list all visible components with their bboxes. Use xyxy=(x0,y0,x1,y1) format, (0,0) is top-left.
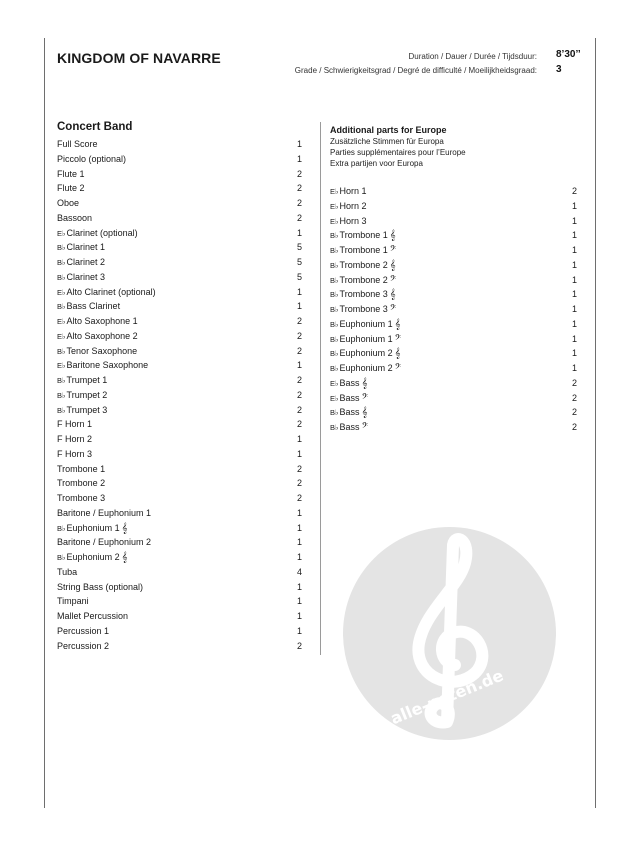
part-name: Bass xyxy=(339,422,360,432)
treble-clef-icon: 𝄞 xyxy=(389,230,396,242)
part-key: E♭ xyxy=(330,216,339,226)
part-row xyxy=(330,405,577,420)
part-row xyxy=(330,199,577,214)
part-name: Euphonium 2 xyxy=(339,348,393,359)
part-quantity: 1 xyxy=(296,611,302,621)
part-row xyxy=(57,535,302,550)
part-name: String Bass (optional) xyxy=(57,581,144,592)
part-row xyxy=(330,302,577,317)
part-row xyxy=(57,639,302,654)
part-quantity: 1 xyxy=(571,333,577,344)
part-quantity: 1 xyxy=(296,448,302,459)
treble-clef-icon: 𝄞 xyxy=(394,318,401,330)
part-key: B♭ xyxy=(330,319,339,329)
part-row xyxy=(330,317,577,332)
part-name: Euphonium 2 xyxy=(339,363,393,373)
part-quantity: 5 xyxy=(296,257,302,267)
part-key: B♭ xyxy=(330,408,339,418)
part-quantity: 1 xyxy=(571,289,577,300)
part-row xyxy=(57,491,302,506)
part-row xyxy=(330,420,577,435)
part-row xyxy=(57,417,302,432)
part-row xyxy=(57,373,302,388)
part-name: Trombone 2 xyxy=(57,478,106,489)
part-row xyxy=(330,332,577,347)
part-row xyxy=(57,521,302,536)
treble-clef-icon: 𝄞 xyxy=(394,348,401,360)
part-name: Timpani xyxy=(57,596,89,607)
part-quantity: 1 xyxy=(296,434,302,444)
part-name: Trombone 1 xyxy=(57,463,106,474)
bass-clef-icon: 𝄢 xyxy=(361,392,368,404)
part-quantity: 1 xyxy=(296,596,302,607)
part-row xyxy=(57,388,302,403)
part-name: Baritone Saxophone xyxy=(66,360,149,371)
part-quantity: 2 xyxy=(571,407,577,418)
part-row xyxy=(330,273,577,288)
part-row xyxy=(57,358,302,373)
part-quantity: 5 xyxy=(296,271,302,282)
part-quantity: 1 xyxy=(571,304,577,314)
treble-clef-icon: 𝄞 xyxy=(361,407,368,419)
part-name: Bassoon xyxy=(57,212,93,223)
part-quantity: 2 xyxy=(571,377,577,388)
part-key: B♭ xyxy=(57,405,66,415)
watermark-text: alle-noten.de xyxy=(387,665,507,729)
part-quantity: 1 xyxy=(571,348,577,359)
part-quantity: 1 xyxy=(571,363,577,373)
part-name: Oboe xyxy=(57,198,80,208)
part-quantity: 2 xyxy=(571,186,577,196)
part-quantity: 2 xyxy=(296,463,302,474)
part-row xyxy=(330,243,577,258)
part-row xyxy=(57,167,302,182)
part-name: Horn 1 xyxy=(339,186,367,196)
part-row xyxy=(57,211,302,226)
part-key: B♭ xyxy=(57,390,66,400)
part-quantity: 1 xyxy=(296,227,302,238)
part-quantity: 2 xyxy=(296,198,302,208)
part-key: B♭ xyxy=(57,346,66,356)
part-row xyxy=(330,361,577,376)
part-name: F Horn 3 xyxy=(57,448,93,459)
part-quantity: 2 xyxy=(296,345,302,356)
part-name: Horn 3 xyxy=(339,215,367,226)
part-name: Alto Clarinet (optional) xyxy=(66,286,156,297)
treble-clef-icon: 𝄞 xyxy=(389,259,396,271)
part-row xyxy=(57,137,302,152)
part-key: E♭ xyxy=(330,378,339,388)
part-row xyxy=(330,391,577,406)
part-name: Clarinet 2 xyxy=(66,257,106,267)
europe-heading: Additional parts for Europe xyxy=(330,125,447,135)
part-key: E♭ xyxy=(57,361,66,371)
part-name: Bass xyxy=(339,407,360,418)
bass-clef-icon: 𝄢 xyxy=(389,274,397,286)
part-row xyxy=(57,506,302,521)
part-name: Flute 2 xyxy=(57,183,85,194)
part-row xyxy=(330,346,577,361)
part-quantity: 1 xyxy=(571,230,577,241)
part-quantity: 1 xyxy=(296,552,302,562)
bass-clef-icon: 𝄢 xyxy=(361,422,368,433)
part-quantity: 5 xyxy=(296,242,302,253)
part-row xyxy=(57,580,302,595)
part-name: Baritone / Euphonium 2 xyxy=(57,537,152,548)
part-row xyxy=(57,403,302,418)
part-quantity: 2 xyxy=(296,478,302,489)
part-key: B♭ xyxy=(330,260,339,270)
part-key: B♭ xyxy=(57,523,66,533)
part-name: Baritone / Euphonium 1 xyxy=(57,507,152,518)
concert-band-heading: Concert Band xyxy=(57,121,133,133)
part-name: Trumpet 2 xyxy=(66,389,108,400)
part-quantity: 1 xyxy=(571,318,577,329)
treble-clef-icon: 𝄞 xyxy=(121,522,128,534)
part-name: F Horn 2 xyxy=(57,434,93,444)
part-quantity: 2 xyxy=(296,330,302,341)
part-quantity: 1 xyxy=(571,259,577,270)
part-quantity: 4 xyxy=(296,566,302,577)
part-name: Bass Clarinet xyxy=(66,301,121,312)
part-name: Euphonium 1 xyxy=(66,522,120,533)
part-name: Trombone 2 xyxy=(339,274,388,285)
part-row xyxy=(57,270,302,285)
part-quantity: 1 xyxy=(296,139,302,149)
treble-clef-icon: 𝄞 xyxy=(121,552,128,563)
part-quantity: 1 xyxy=(571,274,577,285)
right-border-line xyxy=(595,38,596,808)
europe-subtitle-german: Zusätzliche Stimmen für Europa xyxy=(330,137,444,146)
part-name: Tuba xyxy=(57,566,78,577)
part-name: Clarinet (optional) xyxy=(66,227,138,238)
part-quantity: 1 xyxy=(296,286,302,297)
part-name: Trombone 1 xyxy=(339,230,388,241)
part-row xyxy=(57,594,302,609)
part-row xyxy=(57,181,302,196)
part-quantity: 1 xyxy=(571,245,577,255)
part-name: Euphonium 1 xyxy=(339,333,393,344)
piece-title: KINGDOM OF NAVARRE xyxy=(57,50,221,66)
duration-label: Duration / Dauer / Durée / Tijdsduur: xyxy=(408,52,537,61)
part-quantity: 2 xyxy=(296,183,302,194)
part-name: Percussion 2 xyxy=(57,640,110,651)
part-quantity: 2 xyxy=(296,212,302,223)
part-quantity: 2 xyxy=(296,316,302,326)
part-quantity: 1 xyxy=(296,581,302,592)
part-name: F Horn 1 xyxy=(57,419,93,430)
treble-clef-icon: 𝄞 xyxy=(361,377,368,389)
part-quantity: 2 xyxy=(296,404,302,415)
part-key: E♭ xyxy=(57,331,66,341)
part-name: Trombone 3 xyxy=(339,289,388,300)
part-key: B♭ xyxy=(330,334,339,344)
part-row xyxy=(330,228,577,243)
bass-clef-icon: 𝄢 xyxy=(389,245,397,256)
part-row xyxy=(57,329,302,344)
part-name: Trombone 3 xyxy=(57,493,106,503)
part-row xyxy=(57,196,302,211)
bass-clef-icon: 𝄢 xyxy=(389,304,397,315)
part-name: Euphonium 2 xyxy=(66,552,120,562)
part-name: Trumpet 1 xyxy=(66,375,108,385)
part-row xyxy=(330,287,577,302)
part-row xyxy=(57,565,302,580)
part-key: B♭ xyxy=(330,364,339,373)
grade-value: 3 xyxy=(556,64,562,75)
part-row xyxy=(330,214,577,229)
part-key: B♭ xyxy=(57,243,66,253)
treble-clef-icon: 𝄞 xyxy=(389,289,396,301)
part-key: B♭ xyxy=(330,349,339,359)
part-name: Horn 2 xyxy=(339,200,367,211)
part-row xyxy=(57,462,302,477)
part-key: E♭ xyxy=(57,287,66,297)
part-quantity: 1 xyxy=(296,360,302,371)
part-name: Alto Saxophone 1 xyxy=(66,316,138,326)
duration-value: 8’30’’ xyxy=(556,49,581,60)
part-row xyxy=(57,609,302,624)
part-quantity: 2 xyxy=(571,422,577,432)
part-row xyxy=(57,550,302,565)
part-key: B♭ xyxy=(330,275,339,285)
part-key: B♭ xyxy=(330,246,339,255)
part-row xyxy=(57,432,302,447)
part-quantity: 2 xyxy=(296,375,302,385)
part-key: E♭ xyxy=(57,317,66,326)
part-key: E♭ xyxy=(57,228,66,238)
grade-label: Grade / Schwierigkeitsgrad / Degré de difficulté / Moeilijkheidsgraad: xyxy=(294,66,537,75)
part-key: B♭ xyxy=(330,305,339,314)
concert-band-parts-list xyxy=(57,137,302,653)
bass-clef-icon: 𝄢 xyxy=(394,333,402,345)
part-quantity: 1 xyxy=(296,301,302,312)
part-row xyxy=(57,314,302,329)
part-name: Trombone 3 xyxy=(339,304,388,314)
part-key: B♭ xyxy=(330,423,339,432)
part-name: Full Score xyxy=(57,139,98,149)
part-key: B♭ xyxy=(330,290,339,300)
part-key: E♭ xyxy=(330,201,339,211)
part-row xyxy=(330,376,577,391)
part-name: Trombone 2 xyxy=(339,259,388,270)
part-row xyxy=(57,226,302,241)
part-name: Piccolo (optional) xyxy=(57,153,127,164)
bass-clef-icon: 𝄢 xyxy=(394,363,402,374)
part-quantity: 2 xyxy=(296,168,302,179)
part-key: B♭ xyxy=(330,231,339,241)
part-row xyxy=(57,624,302,639)
part-row xyxy=(57,476,302,491)
left-border-line xyxy=(44,38,45,808)
part-quantity: 2 xyxy=(296,419,302,430)
part-quantity: 1 xyxy=(571,215,577,226)
part-row xyxy=(57,152,302,167)
part-row xyxy=(57,240,302,255)
part-name: Alto Saxophone 2 xyxy=(66,330,138,341)
part-row xyxy=(57,344,302,359)
part-row xyxy=(330,184,577,199)
part-quantity: 2 xyxy=(571,392,577,403)
part-name: Euphonium 1 xyxy=(339,318,393,329)
part-row xyxy=(57,255,302,270)
part-name: Percussion 1 xyxy=(57,625,110,636)
part-key: B♭ xyxy=(57,258,66,267)
europe-subtitle-dutch: Extra partijen voor Europa xyxy=(330,159,423,168)
part-quantity: 1 xyxy=(296,537,302,548)
part-quantity: 2 xyxy=(296,640,302,651)
part-name: Tenor Saxophone xyxy=(66,345,138,356)
part-row xyxy=(57,299,302,314)
part-quantity: 1 xyxy=(296,522,302,533)
part-key: E♭ xyxy=(330,393,339,403)
part-quantity: 2 xyxy=(296,389,302,400)
europe-parts-list xyxy=(330,184,577,435)
part-row xyxy=(330,258,577,273)
part-key: E♭ xyxy=(330,187,339,196)
europe-subtitle-french: Parties supplémentaires pour l’Europe xyxy=(330,148,466,157)
part-name: Trombone 1 xyxy=(339,245,388,255)
part-name: Mallet Percussion xyxy=(57,611,129,621)
part-quantity: 1 xyxy=(296,507,302,518)
part-quantity: 2 xyxy=(296,493,302,503)
part-row xyxy=(57,285,302,300)
part-name: Trumpet 3 xyxy=(66,404,108,415)
part-name: Flute 1 xyxy=(57,168,85,179)
part-quantity: 1 xyxy=(296,625,302,636)
alle-noten-watermark xyxy=(343,527,556,740)
part-name: Bass xyxy=(339,377,360,388)
part-row xyxy=(57,447,302,462)
column-divider xyxy=(320,122,321,655)
part-name: Clarinet 3 xyxy=(66,271,106,282)
part-quantity: 1 xyxy=(571,200,577,211)
part-key: B♭ xyxy=(57,376,66,385)
part-quantity: 1 xyxy=(296,153,302,164)
part-key: B♭ xyxy=(57,553,66,562)
part-key: B♭ xyxy=(57,272,66,282)
part-key: B♭ xyxy=(57,302,66,312)
part-name: Clarinet 1 xyxy=(66,242,106,253)
part-name: Bass xyxy=(339,392,360,403)
